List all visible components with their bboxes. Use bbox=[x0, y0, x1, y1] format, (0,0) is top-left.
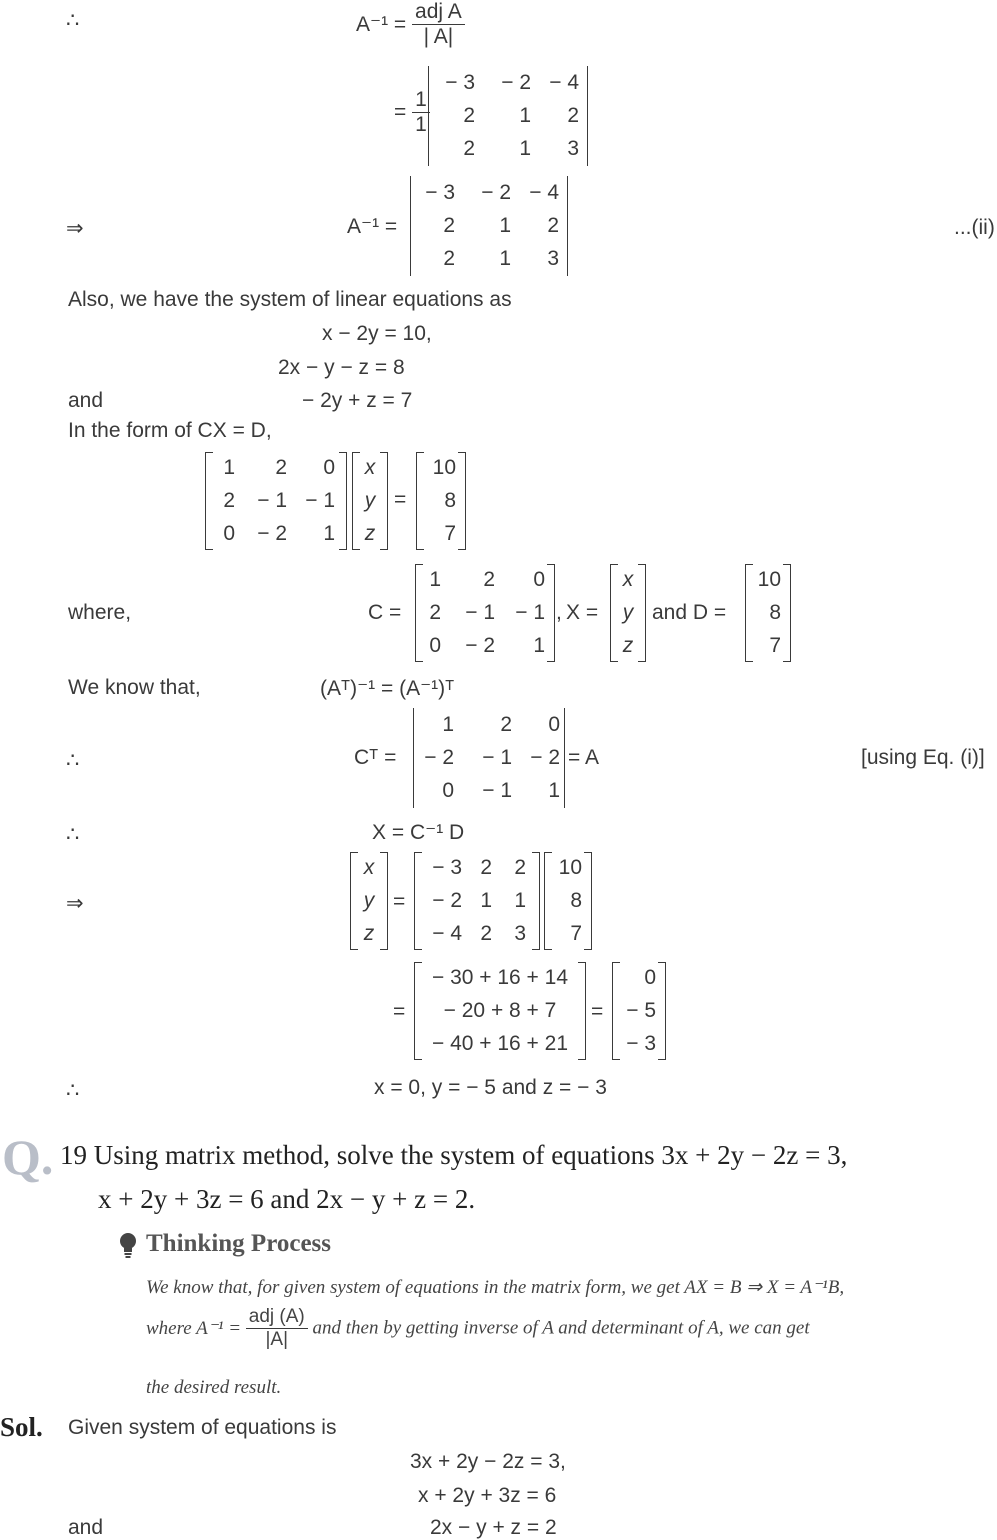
equals-sign: = bbox=[393, 890, 406, 913]
matrix-cell: 2 bbox=[275, 456, 287, 480]
solution-and: and bbox=[68, 1516, 104, 1539]
matrix-cell: − 2 bbox=[257, 521, 287, 545]
matrix-cell: 2 bbox=[567, 103, 579, 127]
xyz-vector bbox=[350, 852, 388, 950]
matrix-cell: 1 bbox=[519, 137, 531, 161]
matrix-cell: 8 bbox=[444, 488, 456, 512]
bulb-icon bbox=[118, 1232, 138, 1264]
matrix-cell: − 4 bbox=[432, 921, 462, 945]
constant-vector bbox=[416, 452, 466, 550]
matrix-cell: − 5 bbox=[626, 998, 656, 1022]
matrix-cell: − 30 + 16 + 14 bbox=[431, 966, 569, 990]
matrix-cell: − 3 bbox=[445, 70, 475, 94]
text-also: Also, we have the system of linear equations as bbox=[68, 288, 512, 311]
matrix-cell: 2 bbox=[483, 568, 495, 592]
question-line-1: 19 Using matrix method, solve the system of equations 3x + 2y − 2z = 3, bbox=[60, 1140, 848, 1170]
thinking-rest: and then by getting inverse of A and determinant of A, we can get bbox=[312, 1317, 810, 1339]
matrix-cell: − 2 bbox=[530, 745, 560, 769]
matrix-cell: 7 bbox=[769, 633, 781, 657]
matrix-cell: 10 bbox=[757, 568, 781, 592]
ct-lhs: Cᵀ = bbox=[354, 746, 397, 769]
thinking-where: where A⁻¹ = bbox=[146, 1317, 242, 1339]
matrix-cell: 2 bbox=[223, 488, 235, 512]
matrix-cell: − 2 bbox=[465, 633, 495, 657]
solution-eq-1: 3x + 2y − 2z = 3, bbox=[410, 1450, 566, 1473]
equals-sign: = bbox=[591, 1000, 604, 1023]
ct-equals-a: = A bbox=[568, 746, 599, 769]
variable-vector bbox=[352, 452, 388, 550]
matrix-cell: 1 bbox=[519, 103, 531, 127]
linear-eq-3: − 2y + z = 7 bbox=[302, 389, 413, 412]
matrix-cell: 7 bbox=[444, 521, 456, 545]
matrix-cell: 2 bbox=[429, 600, 441, 624]
matrix-cell: 1 bbox=[223, 456, 235, 480]
fraction-numerator: adj A bbox=[412, 0, 465, 25]
matrix-cell: − 1 bbox=[482, 745, 512, 769]
matrix-cell: 1 bbox=[429, 568, 441, 592]
fraction-numerator: 1 bbox=[412, 88, 430, 113]
and-d-lhs: and D = bbox=[652, 601, 727, 624]
fraction-denominator: 1 bbox=[415, 113, 427, 137]
matrix-cell: x bbox=[364, 456, 376, 480]
matrix-cell: 2 bbox=[463, 103, 475, 127]
matrix-cell: − 1 bbox=[482, 779, 512, 803]
matrix-cell: 1 bbox=[533, 633, 545, 657]
final-solution: x = 0, y = − 5 and z = − 3 bbox=[374, 1076, 607, 1099]
matrix-cell: − 20 + 8 + 7 bbox=[443, 998, 557, 1022]
matrix-cell: 1 bbox=[514, 888, 526, 912]
matrix-cell: 0 bbox=[644, 966, 656, 990]
matrix-cell: 2 bbox=[547, 213, 559, 237]
equals-sign: = bbox=[394, 488, 407, 511]
matrix-cell: x bbox=[363, 856, 375, 880]
implies-symbol: ⇒ bbox=[66, 217, 84, 240]
matrix-cell: − 3 bbox=[425, 180, 455, 204]
know-label: We know that, bbox=[68, 676, 201, 699]
matrix-cell: y bbox=[363, 888, 375, 912]
matrix-cell: − 1 bbox=[305, 488, 335, 512]
fraction-numerator: adj (A) bbox=[246, 1306, 308, 1329]
matrix-cell: z bbox=[363, 921, 375, 945]
matrix-cell: 2 bbox=[443, 247, 455, 271]
equals-sign: = bbox=[393, 1000, 406, 1023]
equation-label-ii: ...(ii) bbox=[954, 216, 995, 239]
matrix-cell: z bbox=[622, 633, 634, 657]
product-vector bbox=[414, 962, 586, 1060]
thinking-line-1: We know that, for given system of equations in the matrix form, we get AX = B ⇒ X = A⁻¹B, bbox=[146, 1277, 845, 1298]
matrix-cell: − 2 bbox=[501, 70, 531, 94]
matrix-cell: − 3 bbox=[432, 856, 462, 880]
transpose-inverse-identity: (Aᵀ)⁻¹ = (A⁻¹)ᵀ bbox=[320, 677, 455, 700]
solution-eq-3: 2x − y + z = 2 bbox=[430, 1516, 557, 1539]
matrix-cell: − 4 bbox=[529, 180, 559, 204]
matrix-cell: 2 bbox=[514, 856, 526, 880]
matrix-cell: 2 bbox=[500, 712, 512, 736]
scalar-equals: = bbox=[394, 100, 407, 124]
implies-symbol: ⇒ bbox=[66, 892, 84, 915]
c-matrix bbox=[415, 564, 555, 662]
matrix-cell: − 2 bbox=[424, 745, 454, 769]
matrix-cell: 1 bbox=[442, 712, 454, 736]
matrix-cell: − 1 bbox=[515, 600, 545, 624]
matrix-cell: 0 bbox=[429, 633, 441, 657]
comma: , bbox=[556, 601, 562, 624]
inverse-lhs-2: A⁻¹ = bbox=[347, 215, 398, 238]
matrix-cell: 2 bbox=[443, 213, 455, 237]
solution-label: Sol. bbox=[0, 1412, 43, 1442]
result-vector bbox=[612, 962, 666, 1060]
matrix-cell: 7 bbox=[570, 921, 582, 945]
inverse-lhs: A⁻¹ = bbox=[356, 13, 407, 37]
c-inverse-matrix bbox=[414, 852, 540, 950]
question-mark-label: Q. bbox=[2, 1129, 54, 1185]
matrix-cell: 1 bbox=[323, 521, 335, 545]
matrix-cell: 0 bbox=[533, 568, 545, 592]
matrix-cell: − 4 bbox=[549, 70, 579, 94]
x-equals-cinv-d: X = C⁻¹ D bbox=[372, 821, 465, 844]
matrix-cell: 0 bbox=[548, 712, 560, 736]
matrix-cell: 0 bbox=[323, 456, 335, 480]
matrix-cell: 1 bbox=[499, 213, 511, 237]
matrix-cell: 8 bbox=[769, 600, 781, 624]
adj-fraction bbox=[246, 1306, 308, 1351]
matrix-cell: z bbox=[364, 521, 376, 545]
matrix-cell: y bbox=[364, 488, 376, 512]
solution-eq-2: x + 2y + 3z = 6 bbox=[418, 1484, 557, 1507]
fraction-denominator: | A| bbox=[423, 25, 454, 49]
matrix-cell: 10 bbox=[432, 456, 456, 480]
matrix-cell: − 1 bbox=[257, 488, 287, 512]
scalar-factor bbox=[394, 88, 430, 137]
matrix-cell: 1 bbox=[499, 247, 511, 271]
matrix-cell: − 2 bbox=[432, 888, 462, 912]
matrix-cell: 8 bbox=[570, 888, 582, 912]
thinking-line-3: the desired result. bbox=[146, 1377, 282, 1398]
c-lhs: C = bbox=[368, 601, 402, 624]
thinking-heading: Thinking Process bbox=[146, 1230, 331, 1257]
matrix-cell: 2 bbox=[480, 856, 492, 880]
matrix-cell: − 2 bbox=[481, 180, 511, 204]
ct-determinant bbox=[413, 708, 565, 808]
therefore-symbol: ∴ bbox=[66, 9, 80, 32]
linear-eq-2: 2x − y − z = 8 bbox=[278, 356, 405, 379]
x-lhs: X = bbox=[566, 601, 599, 624]
d-vector-2 bbox=[544, 852, 592, 950]
therefore-symbol: ∴ bbox=[66, 749, 80, 772]
fraction-denominator: |A| bbox=[265, 1328, 289, 1350]
matrix-cell: 3 bbox=[514, 921, 526, 945]
matrix-cell: 1 bbox=[480, 888, 492, 912]
matrix-cell: − 3 bbox=[626, 1031, 656, 1055]
matrix-cell: 3 bbox=[547, 247, 559, 271]
thinking-line-2 bbox=[146, 1306, 810, 1351]
matrix-cell: 2 bbox=[463, 137, 475, 161]
where-label: where, bbox=[68, 601, 132, 624]
matrix-cell: 2 bbox=[480, 921, 492, 945]
therefore-symbol: ∴ bbox=[66, 1079, 80, 1102]
inverse-formula bbox=[356, 0, 465, 49]
solution-intro: Given system of equations is bbox=[68, 1416, 337, 1439]
matrix-cell: 0 bbox=[442, 779, 454, 803]
matrix-cell: − 1 bbox=[465, 600, 495, 624]
matrix-cell: 1 bbox=[548, 779, 560, 803]
matrix-cell: y bbox=[622, 600, 634, 624]
adjoint-determinant bbox=[428, 66, 588, 166]
text-form: In the form of CX = D, bbox=[68, 419, 272, 442]
therefore-symbol: ∴ bbox=[66, 823, 80, 846]
d-vector bbox=[745, 564, 791, 662]
matrix-cell: 10 bbox=[558, 856, 582, 880]
coefficient-matrix bbox=[205, 452, 347, 550]
adj-over-det-fraction bbox=[412, 0, 465, 49]
matrix-cell: 0 bbox=[223, 521, 235, 545]
linear-eq-1: x − 2y = 10, bbox=[322, 322, 432, 345]
using-eq-note: [using Eq. (i)] bbox=[861, 746, 985, 769]
matrix-cell: − 40 + 16 + 21 bbox=[431, 1031, 569, 1055]
word-and: and bbox=[68, 389, 104, 412]
matrix-cell: 3 bbox=[567, 137, 579, 161]
matrix-cell: x bbox=[622, 568, 634, 592]
x-vector bbox=[610, 564, 646, 662]
inverse-determinant bbox=[410, 176, 568, 276]
question-line-2: x + 2y + 3z = 6 and 2x − y + z = 2. bbox=[98, 1184, 476, 1214]
